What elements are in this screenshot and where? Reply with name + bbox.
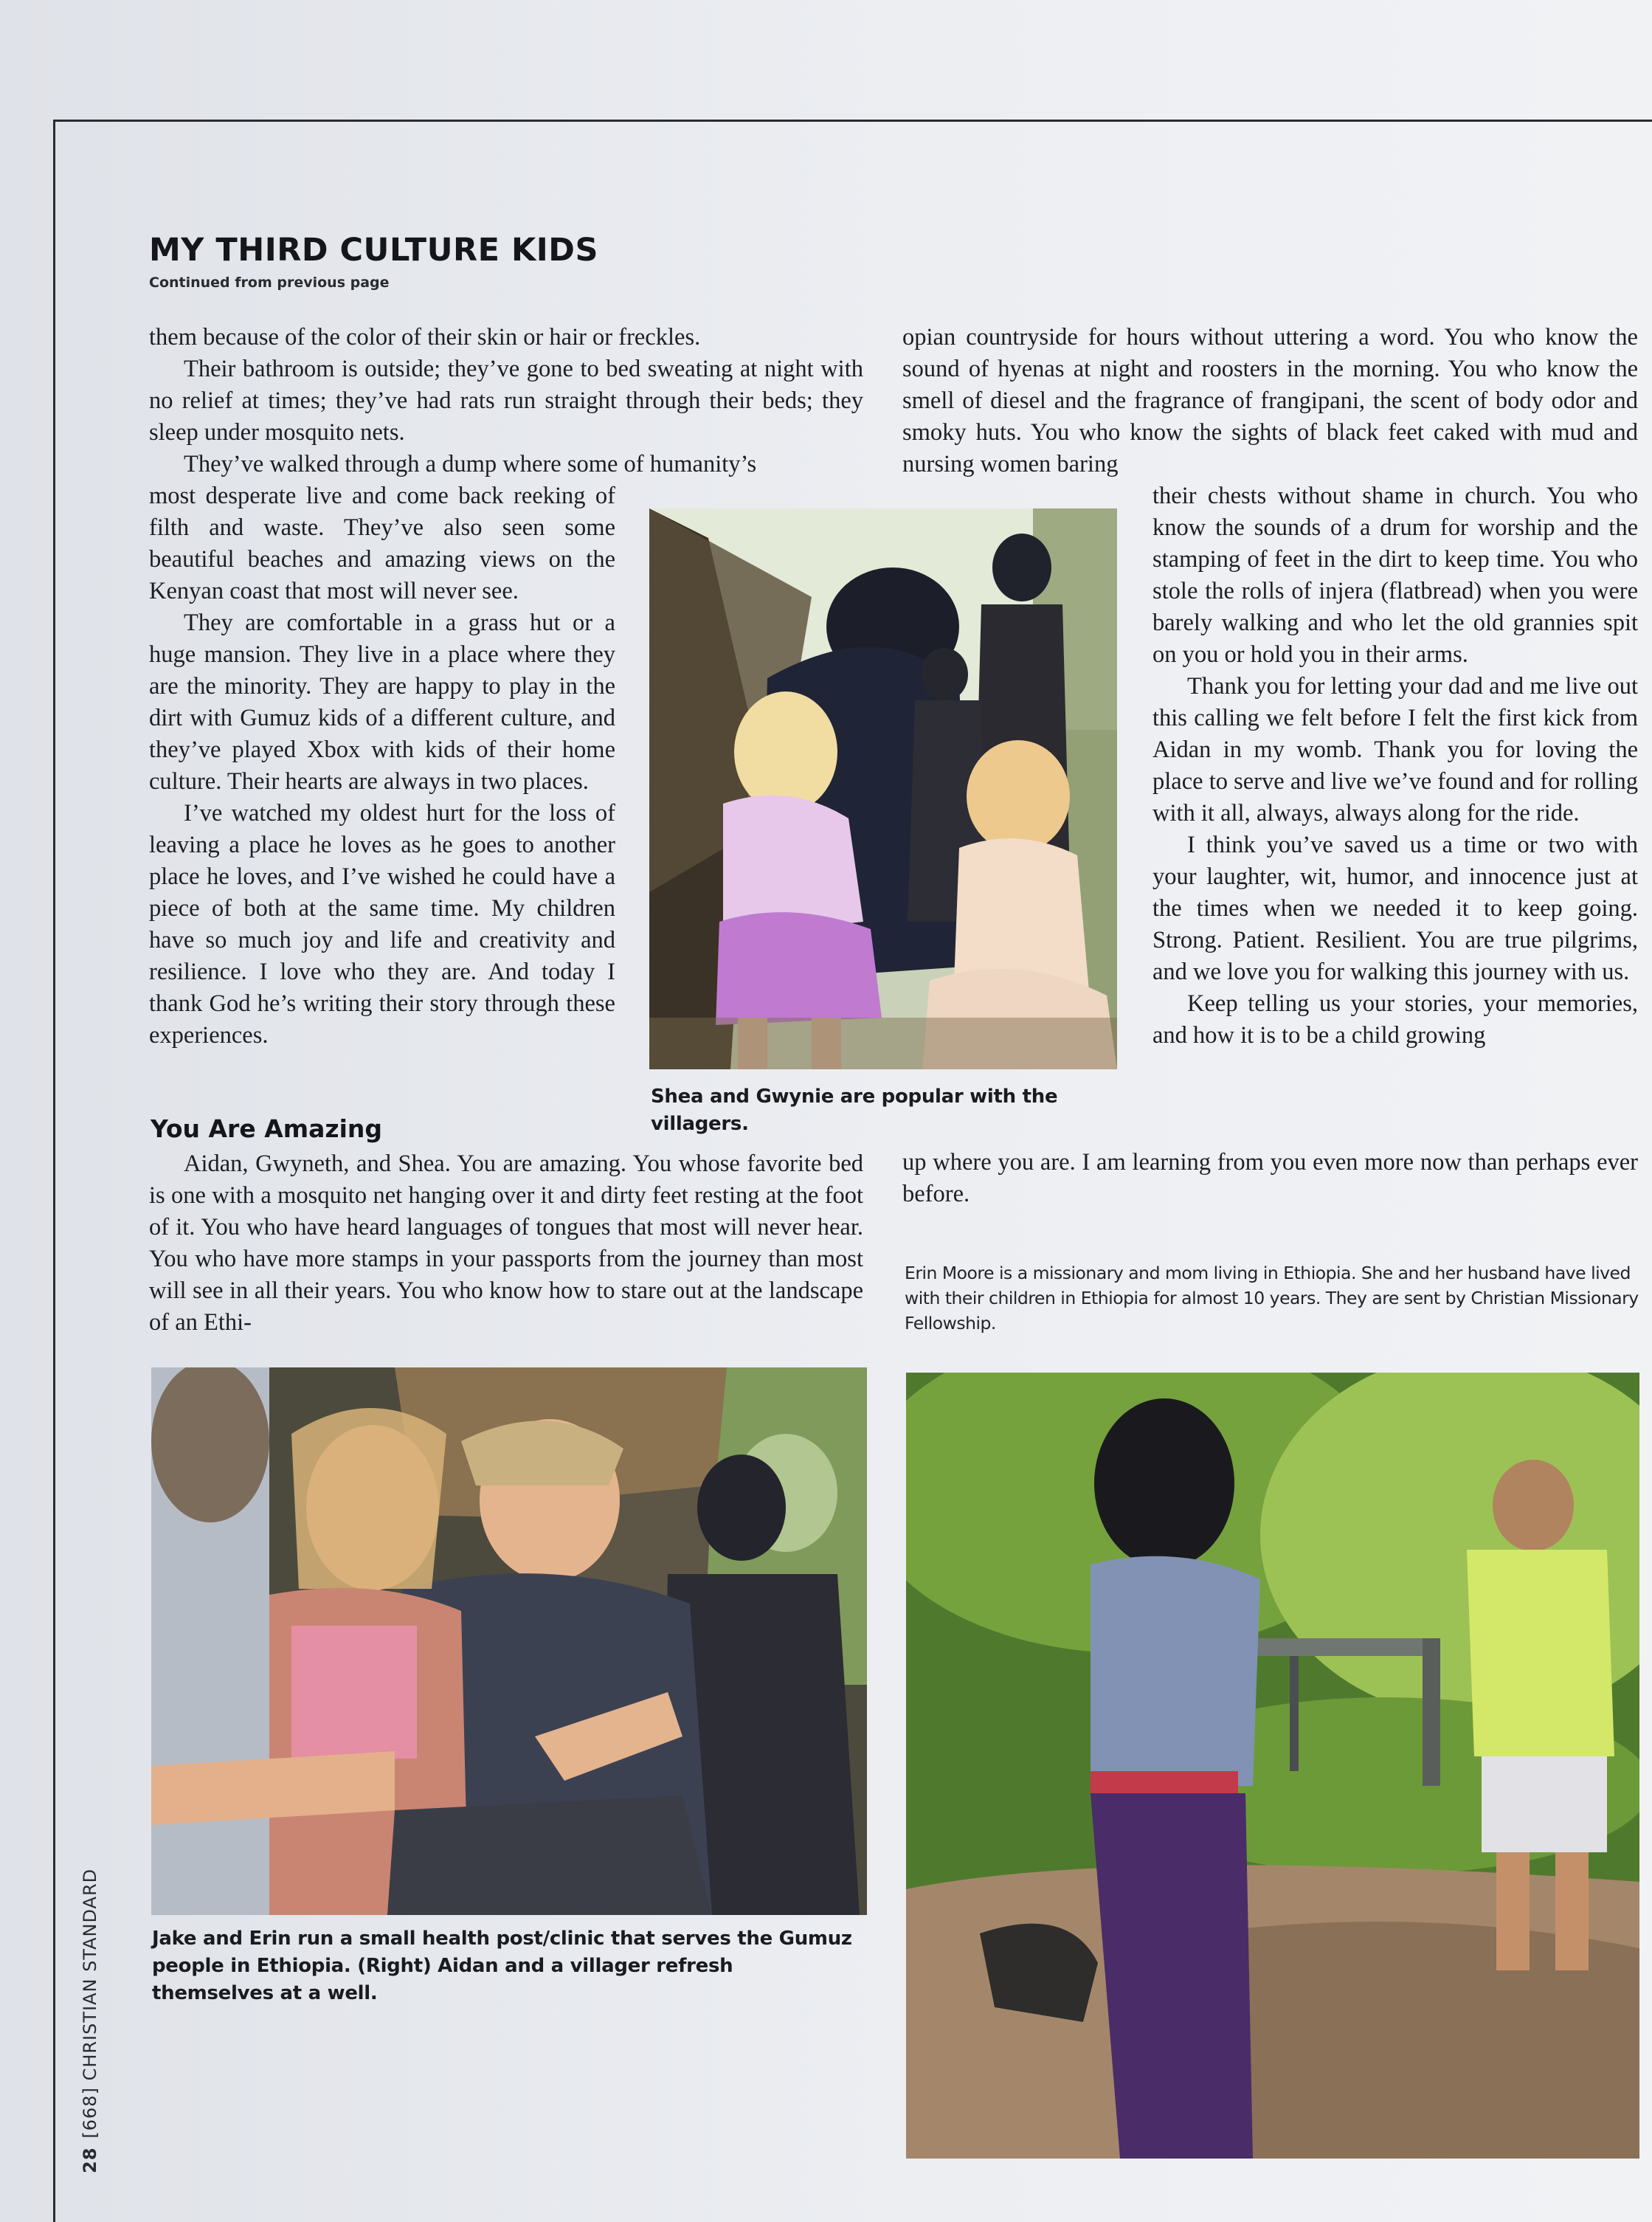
photo-health-post-staff [151, 1367, 867, 1915]
paragraph: most desperate live and come back reeking of filth and waste. They’ve also seen some beautiful beaches and amazing views on the Kenyan coast that most will never see. [149, 483, 615, 604]
paragraph: their chests without shame in church. You who know the sounds of a drum for worship and the stamping of feet in the dirt to keep time. You who stole the rolls of injera (flatbread) when you were barely walking and who let the old grannies spit on you or hold you in their arms. [1152, 483, 1638, 668]
right-column-top [902, 322, 1638, 480]
paragraph: Their bathroom is outside; they’ve gone to bed sweating at night with no relief at times; they’ve had rats run straight through their beds; they sleep under mosquito nets. [149, 356, 863, 446]
left-column-narrow [149, 480, 615, 1052]
paragraph: Keep telling us your stories, your memories, and how it is to be a child growing [1152, 990, 1638, 1049]
publication-label: [668] CHRISTIAN STANDARD [80, 1868, 100, 2139]
paragraph: opian countryside for hours without uttering a word. You who know the sound of hyenas at night and roosters in the morning. You who know the smell of diesel and the fragrance of frangipani, the scent of body odor and smoky huts. You who know the sights of black feet caked with mud and nursing women baring [902, 324, 1638, 477]
photo-children-villagers [649, 508, 1117, 1069]
photo-well [906, 1373, 1639, 2159]
page-number: 28 [80, 2147, 100, 2173]
paragraph: I’ve watched my oldest hurt for the loss of leaving a place he loves as he goes to another place he loves, and I’ve wished he could have a piece of both at the same time. My children have so much joy and life and creativity and resilience. I love who they are. And today I thank God he’s writing their story through these experiences. [149, 800, 615, 1049]
article-title: MY THIRD CULTURE KIDS [149, 232, 598, 269]
right-column-bottom [902, 1147, 1638, 1210]
section-heading: You Are Amazing [151, 1114, 383, 1143]
left-column-bottom [149, 1148, 863, 1339]
left-column-top [149, 322, 863, 480]
photo-caption-bottom: Jake and Erin run a small health post/clinic that serves the Gumuz people in Ethiopia. (Right) Aidan and a villager refresh themselves at a well. [152, 1928, 852, 2004]
paragraph: Thank you for letting your dad and me live out this calling we felt before I felt the first kick from Aidan in my womb. Thank you for loving the place to serve and live we’ve found and for rolling with it all, always, always along for the ride. [1152, 673, 1638, 827]
paragraph: up where you are. I am learning from you even more now than perhaps ever before. [902, 1149, 1638, 1207]
author-bio: Erin Moore is a missionary and mom living in Ethiopia. She and her husband have lived with their children in Ethiopia for almost 10 years. They are sent by Christian Missionary Fellowship. [905, 1263, 1639, 1333]
paragraph: Aidan, Gwyneth, and Shea. You are amazing. You whose favorite bed is one with a mosquito net hanging over it and dirty feet resting at the foot of it. You who have heard languages of tongues that most will never hear. You who have more stamps in your passports from the journey than most will see in all their years. You who know how to stare out at the landscape of an Ethi- [149, 1150, 863, 1336]
page-folio [80, 1869, 100, 2173]
paragraph: They are comfortable in a grass hut or a huge mansion. They live in a place where they are the minority. They are happy to play in the dirt with Gumuz kids of a different culture, and they’ve played Xbox with kids of their home culture. Their hearts are always in two places. [149, 610, 615, 795]
paragraph: I think you’ve saved us a time or two with your laughter, wit, humor, and innocence just at the times when we needed it to keep going. Strong. Patient. Resilient. You are true pilgrims, and we love you for walking this journey with us. [1152, 832, 1638, 985]
paragraph: them because of the color of their skin or hair or freckles. [149, 324, 701, 351]
paragraph: They’ve walked through a dump where some of humanity’s [184, 451, 757, 477]
continued-note: Continued from previous page [149, 275, 390, 291]
photo-caption-top: Shea and Gwynie are popular with the villagers. [651, 1086, 1058, 1135]
right-column-narrow [1152, 480, 1638, 1052]
